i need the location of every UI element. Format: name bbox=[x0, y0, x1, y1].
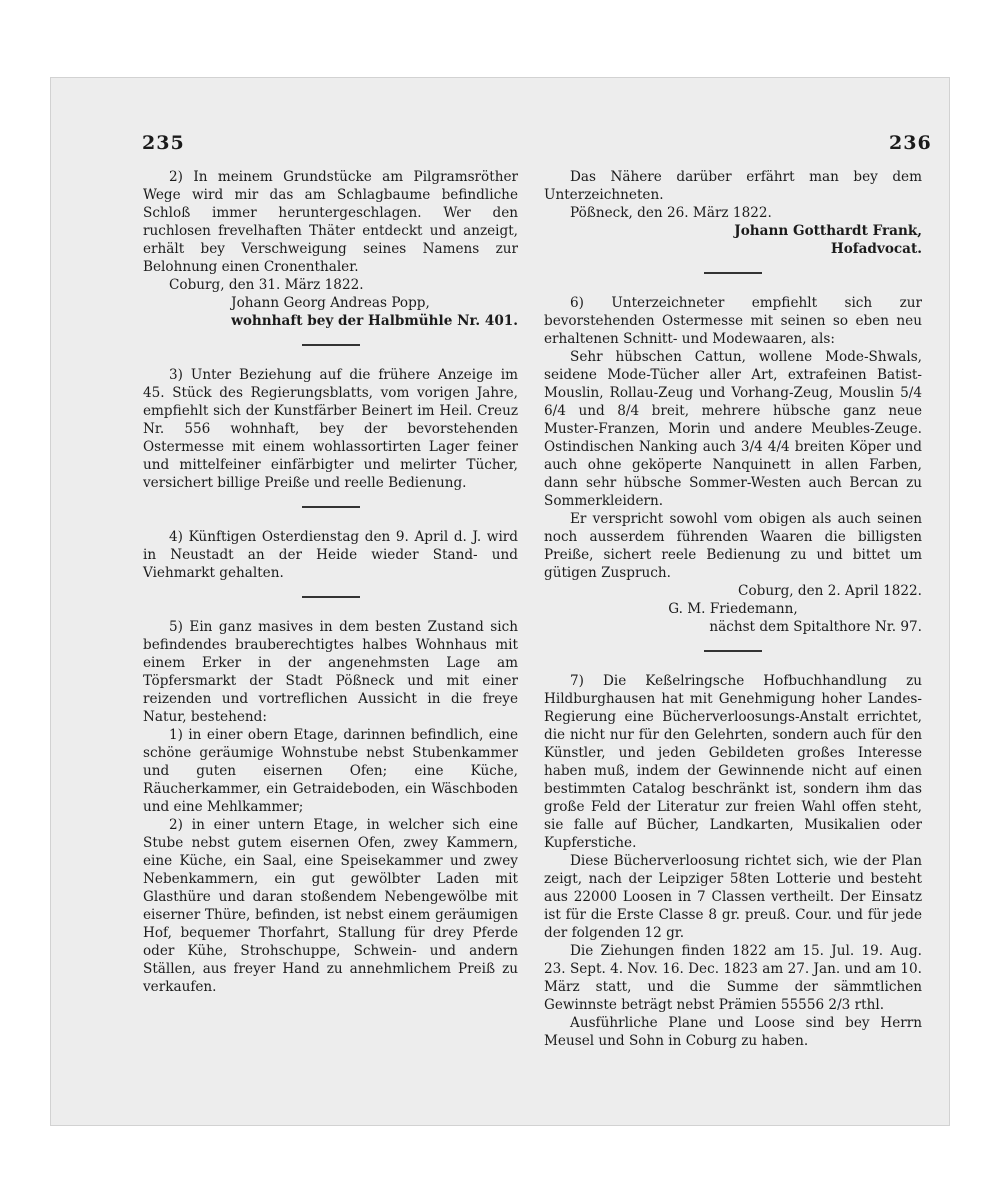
notice-4 bbox=[143, 528, 518, 582]
notice-5-text: 5) Ein ganz masives in dem besten Zustand sich befindendes brauberechtigtes halbes Wohnhaus mit einem Erker in der angenehmsten Lage am Töpfersmarkt der Stadt Pößneck und mit einer reizenden und vortreflichen Aussicht in die freye Natur, bestehend: bbox=[143, 619, 518, 725]
notice-7-plan: Diese Bücherverloosung richtet sich, wie der Plan zeigt, nach der Leipziger 58ten Lotterie und besteht aus 22000 Loosen in 7 Classen vertheilt. Der Einsatz ist für die Erste Classe 8 gr. preuß. Cour. und für jede der folgenden 12 gr. bbox=[544, 853, 922, 941]
notice-3-text: 3) Unter Beziehung auf die frühere Anzeige im 45. Stück des Regierungsblatts, vom vorigen Jahre, empfiehlt sich der Kunstfärber Beinert im Heil. Creuz Nr. 556 wohnhaft, bey der bevorstehenden Ostermesse mit einem wohlassortirten Lager feiner und mittelfeiner einfärbigter und melirter Tücher, versichert billige Preiße und reelle Bedienung. bbox=[143, 367, 518, 491]
notice-7 bbox=[544, 672, 922, 1050]
notice-6-text: 6) Unterzeichneter empfiehlt sich zur bevorstehenden Ostermesse mit seinen so eben neu erhaltenen Schnitt- und Modewaaren, als: bbox=[544, 295, 922, 347]
notice-6-date: Coburg, den 2. April 1822. bbox=[738, 583, 922, 599]
notice-5-title: Hofadvocat. bbox=[830, 241, 922, 257]
notice-6-goods: Sehr hübschen Cattun, wollene Mode-Shwals, seidene Mode-Tücher aller Art, extrafeinen Batist-Mouslin, Rollau-Zeug und Vorhang-Zeug, Mouslin 5/4 6/4 und 8/4 breit, mehrere hübsche ganz neue Muster-Franzen, Morin und andere Meubles-Zeuge. Ostindischen Nanking auch 3/4 4/4 breiten Köper und auch ohne geköperte Nanquinett in allen Farben, dann sehr hübsche Sommer-Westen auch Bercan zu Sommerkleidern. bbox=[544, 349, 922, 509]
notice-2-signature: Johann Georg Andreas Popp, bbox=[231, 295, 430, 311]
notice-2 bbox=[143, 168, 518, 330]
notice-5 bbox=[143, 618, 518, 996]
notice-3 bbox=[143, 366, 518, 492]
divider-rule bbox=[302, 596, 360, 598]
page-number-left: 235 bbox=[142, 132, 185, 154]
notice-6 bbox=[544, 294, 922, 636]
notice-2-address: wohnhaft bey der Halbmühle Nr. 401. bbox=[231, 313, 518, 329]
notice-7-text: 7) Die Keßelringsche Hofbuchhandlung zu Hildburghausen hat mit Genehmigung hoher Landes-Regierung eine Bücherverloosungs-Anstalt errichtet, die nicht nur für den Gelehrten, sondern auch für den Künstler, und jeden Gebildeten großes Interesse haben muß, indem der Gewinnende nicht auf einen bestimmten Catalog beschränkt ist, sondern ihm das große Feld der Literatur zur freien Wahl offen steht, sie falle auf Bücher, Landkarten, Musikalien oder Kupferstiche. bbox=[544, 673, 922, 851]
notice-6-promise: Er verspricht sowohl vom obigen als auch seinen noch ausserdem führenden Waaren die billigsten Preiße, sichert reele Bedienung zu und bittet um gütigen Zuspruch. bbox=[544, 511, 922, 581]
divider-rule bbox=[302, 506, 360, 508]
page-number-right: 236 bbox=[889, 132, 932, 154]
divider-rule bbox=[704, 272, 762, 274]
divider-rule bbox=[302, 344, 360, 346]
notice-5-signature: Johann Gotthardt Frank, bbox=[734, 223, 922, 239]
right-column bbox=[544, 168, 922, 1054]
notice-2-date: Coburg, den 31. März 1822. bbox=[169, 277, 364, 293]
left-column bbox=[143, 168, 518, 1000]
notice-5-continued-text: Das Nähere darüber erfährt man bey dem Unterzeichneten. bbox=[544, 169, 922, 203]
notice-5-item-2: 2) in einer untern Etage, in welcher sich eine Stube nebst gutem eisernen Ofen, zwey Kammern, eine Küche, ein Saal, eine Speisekammer und zwey Nebenkammern, ein gut gewölbter Laden mit Glasthüre und daran stoßendem Nebengewölbe mit eiserner Thüre, befinden, ist nebst einem geräumigen Hof, bequemer Thorfahrt, Stallung für drey Pferde oder Kühe, Strohschuppe, Schwein- und andern Ställen, aus freyer Hand zu annehmlichem Preiß zu verkaufen. bbox=[143, 817, 518, 995]
notice-5-continued bbox=[544, 168, 922, 258]
notice-7-drawings: Die Ziehungen finden 1822 am 15. Jul. 19. Aug. 23. Sept. 4. Nov. 16. Dec. 1823 am 27. Jan. und am 10. März statt, und die Summe der sämmtlichen Gewinnste beträgt nebst Prämien 55556 2/3 rthl. bbox=[544, 943, 922, 1013]
notice-4-text: 4) Künftigen Osterdienstag den 9. April d. J. wird in Neustadt an der Heide wieder Stand- und Viehmarkt gehalten. bbox=[143, 529, 518, 581]
notice-7-availability: Ausführliche Plane und Loose sind bey Herrn Meusel und Sohn in Coburg zu haben. bbox=[544, 1015, 922, 1049]
notice-2-text: 2) In meinem Grundstücke am Pilgramsröther Wege wird mir das am Schlagbaume befindliche Schloß immer heruntergeschlagen. Wer den ruchlosen frevelhaften Thäter entdeckt und anzeigt, erhält bey Verschweigung seines Namens zur Belohnung einen Cronenthaler. bbox=[143, 169, 518, 275]
notice-5-date: Pößneck, den 26. März 1822. bbox=[570, 205, 772, 221]
notice-5-item-1: 1) in einer obern Etage, darinnen befindlich, eine schöne geräumige Wohnstube nebst Stubenkammer und guten eisernen Ofen; eine Küche, Räucherkammer, ein Getraideboden, ein Wäschboden und eine Mehlkammer; bbox=[143, 727, 518, 815]
divider-rule bbox=[704, 650, 762, 652]
notice-6-signature: G. M. Friedemann, bbox=[668, 601, 798, 617]
notice-6-address: nächst dem Spitalthore Nr. 97. bbox=[709, 619, 922, 635]
